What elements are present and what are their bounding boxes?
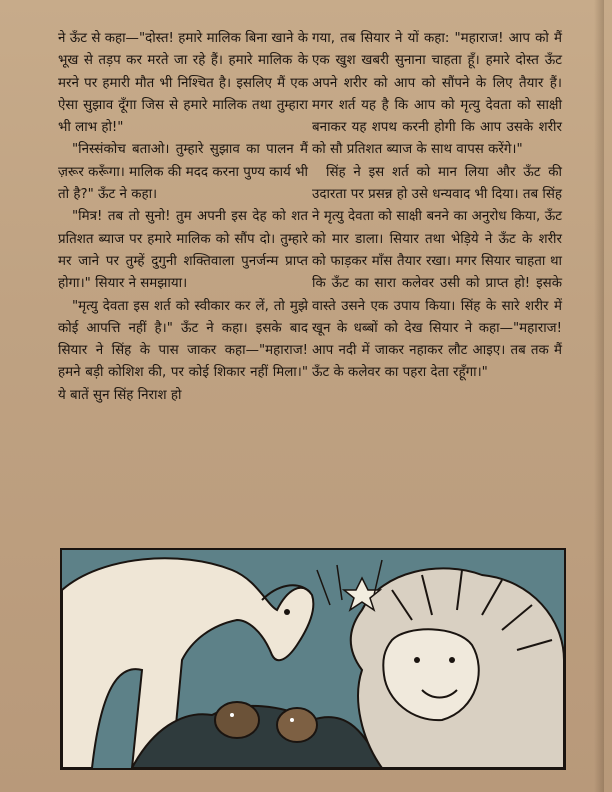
left-text-column (58, 28, 308, 407)
paragraph: सिंह ने इस शर्त को मान लिया और ऊँट की उदारता पर प्रसन्न हो उसे धन्यवाद भी दिया। तब सिंह ने मृत्यु देवता को साक्षी बनने का अनुरोध किया, ऊँट को मार डाला। सियार तथा भेड़िये ने ऊँट के शरीर को फाड़कर माँस तैयार रखा। मगर सियार चाहता था कि ऊँट का सारा कलेवर उसी को प्राप्त हो! इसके वास्ते उसने एक उपाय किया। सिंह के सारे शरीर में खून के धब्बों को देख सियार ने कहा—"महाराज! आप नदी में जाकर नहाकर लौट आइए। तब तक मैं ऊँट के कलेवर का पहरा देता रहूँगा।" (312, 164, 562, 381)
paragraph: "निस्संकोच बताओ। तुम्हारे सुझाव का पालन मैं ज़रूर करूँगा। मालिक की मदद करना पुण्य कार्य भी तो है?" ऊँट ने कहा। (58, 142, 308, 203)
paragraph: गया, तब सियार ने यों कहा: "महाराज! आप को मैं एक खुश खबरी सुनाना चाहता हूँ। हमारे दोस्त ऊँट अपने शरीर को आप को सौंपने के लिए तैयार हैं। मगर शर्त यह है कि आप को मृत्यु देवता को साक्षी बनाकर यह शपथ करनी होगी कि आप उसके शरीर को सौ प्रतिशत ब्याज के साथ वापस करेंगे।" (312, 31, 562, 158)
paragraph: "मृत्यु देवता इस शर्त को स्वीकार कर लें, तो मुझे कोई आपत्ति नहीं है।" ऊँट ने कहा। इसके बाद सियार ने सिंह के पास जाकर कहा—"महाराज! हमने बड़ी कोशिश की, पर कोई शिकार नहीं मिला।" ये बातें सुन सिंह निराश हो (58, 298, 308, 403)
illustration-art (62, 550, 564, 768)
paragraph: ने ऊँट से कहा—"दोस्त! हमारे मालिक बिना खाने के भूख से तड़प कर मरते जा रहे हैं। हमारे मालिक के मरने पर हमारी मौत भी निश्चित है। इसलिए मैं एक ऐसा सुझाव दूँगा जिस से हमारे मालिक तथा तुम्हारा भी लाभ हो!" (58, 31, 308, 136)
comic-illustration (60, 548, 566, 770)
right-text-column (312, 28, 562, 385)
paragraph: "मित्र! तब तो सुनो! तुम अपनी इस देह को शत प्रतिशत ब्याज पर हमारे मालिक को सौंप दो। तुम्हारे मर जाने पर तुम्हें दुगुनी शक्तिवाला पुनर्जन्म प्राप्त होगा।" सियार ने समझाया। (58, 209, 308, 292)
page-fold-shadow (594, 0, 604, 792)
